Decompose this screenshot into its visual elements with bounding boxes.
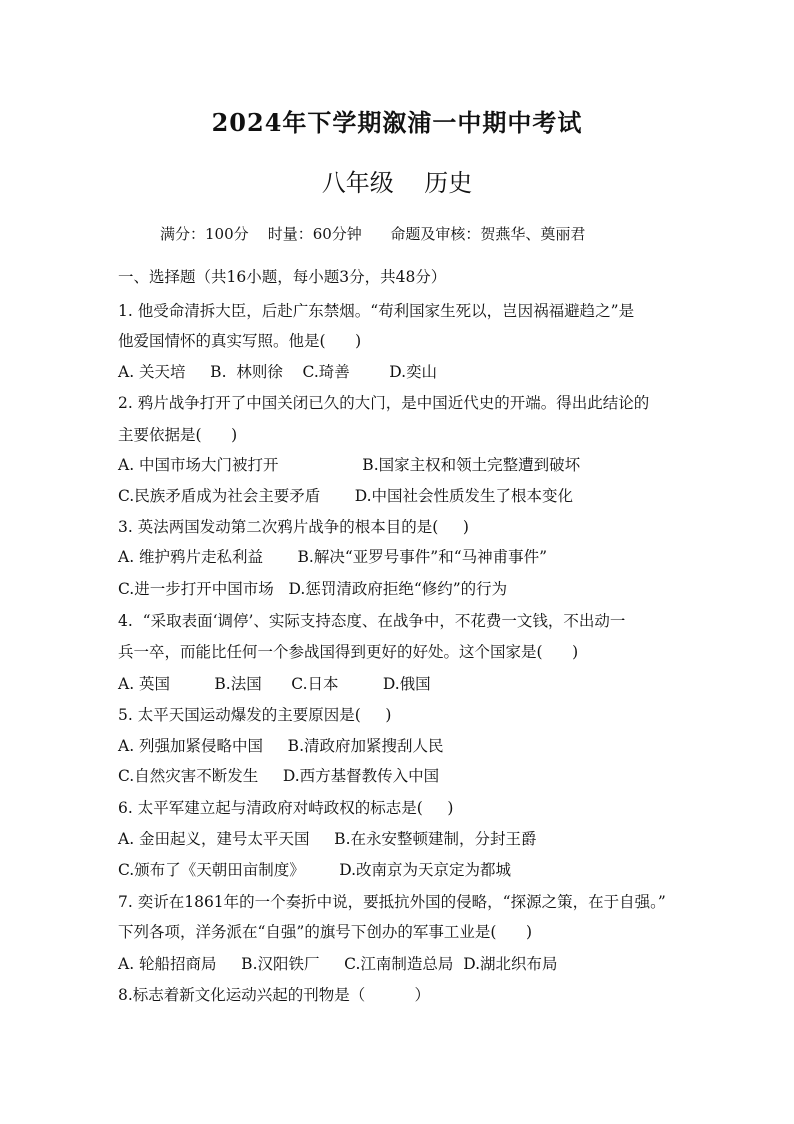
option-line: C.民族矛盾成为社会主要矛盾 D.中国社会性质发生了根本变化 (118, 487, 574, 505)
section-heading: 一、选择题（共16小题，每小题3分，共48分） (118, 268, 447, 286)
option-line: C.颁布了《天朝田亩制度》 D.改南京为天京定为都城 (118, 861, 512, 879)
question-line: 6. 太平军建立起与清政府对峙政权的标志是( ) (118, 799, 454, 817)
exam-subtitle: 八年级 历史 (321, 169, 473, 197)
option-line: A. 轮船招商局 B.汉阳铁厂 C.江南制造总局 D.湖北织布局 (118, 955, 558, 973)
option-line: A. 英国 B.法国 C.日本 D.俄国 (118, 675, 431, 693)
exam-title: 2024年下学期溆浦一中期中考试 (211, 108, 583, 137)
option-line: A. 维护鸦片走私利益 B.解决“亚罗号事件”和“马神甫事件” (118, 548, 548, 566)
question-line: 4. “采取表面‘调停’、实际支持态度、在战争中，不花费一文钱，不出动一 (118, 612, 626, 630)
question-line: 1. 他受命清拆大臣，后赴广东禁烟。“苟利国家生死以，岂因祸福避趋之”是 (118, 302, 635, 320)
question-line: 下列各项，洋务派在“自强”的旗号下创办的军事工业是( ) (118, 923, 533, 941)
option-line: C.自然灾害不断发生 D.西方基督教传入中国 (118, 767, 440, 785)
question-line: 主要依据是( ) (118, 426, 238, 444)
question-line: 8.标志着新文化运动兴起的刊物是（ ） (118, 986, 431, 1004)
question-line: 兵一卒，而能比任何一个参战国得到更好的好处。这个国家是( ) (118, 643, 579, 661)
question-line: 7. 奕䜣在1861年的一个奏折中说，要抵抗外国的侵略，“探源之策，在于自强。” (118, 893, 666, 911)
question-line: 他爱国情怀的真实写照。他是( ) (118, 332, 362, 350)
option-line: A. 金田起义，建号太平天国 B.在永安整顿建制，分封王爵 (118, 830, 537, 848)
option-line: A. 列强加紧侵略中国 B.清政府加紧搜刮人民 (118, 737, 444, 755)
question-line: 5. 太平天国运动爆发的主要原因是( ) (118, 706, 392, 724)
exam-info: 满分：100分 时量：60分钟 命题及审核：贺燕华、奠丽君 (160, 225, 586, 243)
question-line: 3. 英法两国发动第二次鸦片战争的根本目的是( ) (118, 518, 469, 536)
option-line: A. 中国市场大门被打开 B.国家主权和领土完整遭到破坏 (118, 456, 581, 474)
option-line: A. 关天培 B. 林则徐 C.琦善 D.奕山 (118, 363, 438, 381)
question-line: 2. 鸦片战争打开了中国关闭已久的大门，是中国近代史的开端。得出此结论的 (118, 394, 650, 412)
option-line: C.进一步打开中国市场 D.惩罚清政府拒绝“修约”的行为 (118, 580, 508, 598)
